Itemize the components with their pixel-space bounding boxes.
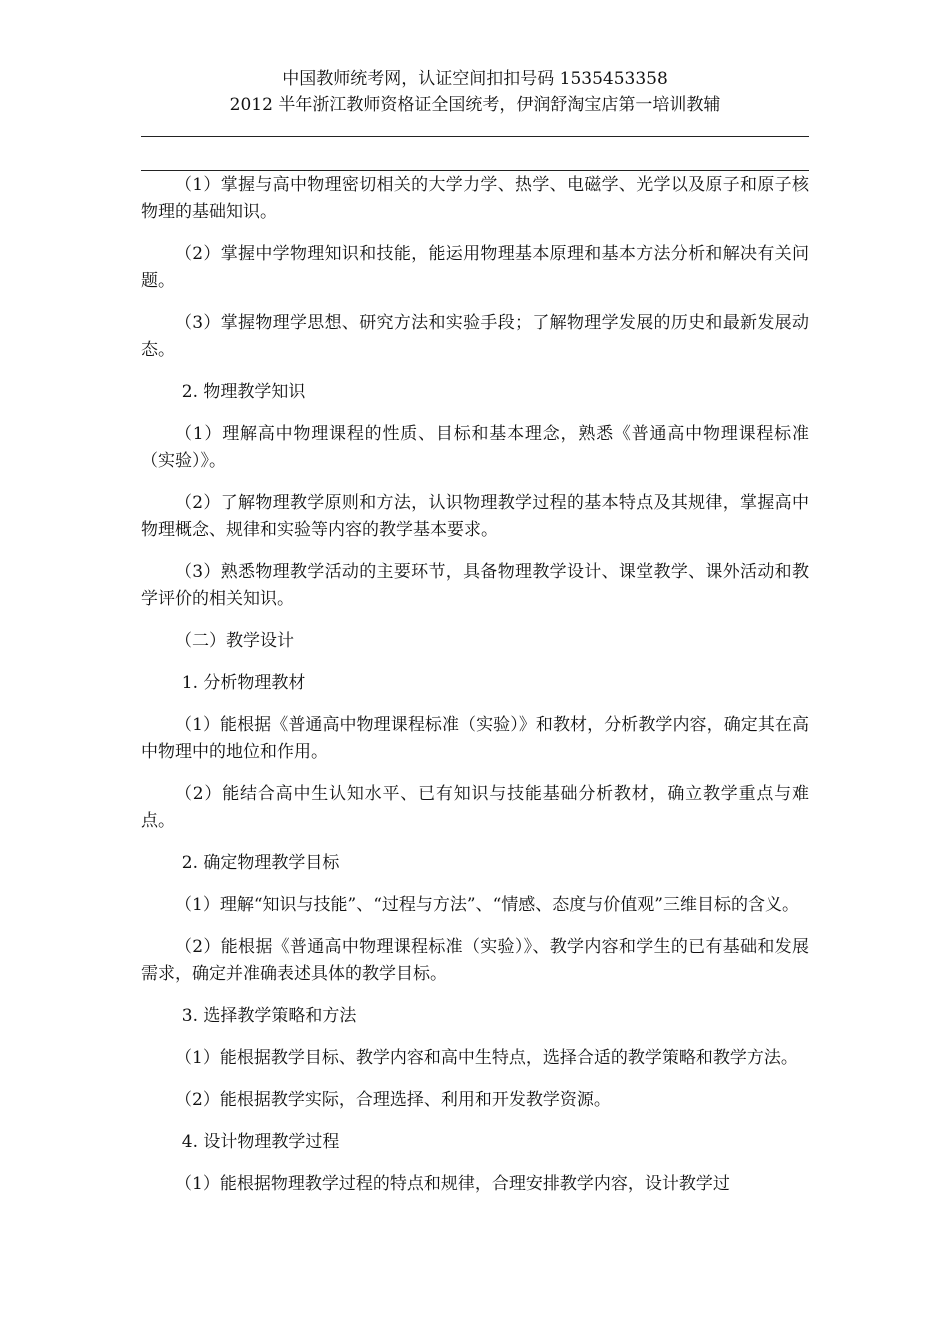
- paragraph-4-1: （1）理解“知识与技能”、“过程与方法”、“情感、态度与价值观”三维目标的含义。: [175, 895, 799, 915]
- subheading-teaching-strategies: 3. 选择教学策略和方法: [181, 1006, 357, 1026]
- subheading-analyze-materials: 1. 分析物理教材: [181, 673, 306, 693]
- paragraph-4-2: （2）能根据《普通高中物理课程标准（实验）》、教学内容和学生的已有基础和发展需求，确定并准确表述具体的教学目标。: [141, 937, 809, 984]
- paragraph-5-1: （1）能根据教学目标、教学内容和高中生特点，选择合适的教学策略和教学方法。: [175, 1048, 798, 1068]
- paragraph-2-3: （3）熟悉物理教学活动的主要环节，具备物理教学设计、课堂教学、课外活动和教学评价的相关知识。: [141, 562, 809, 609]
- paragraph-5-2: （2）能根据教学实际，合理选择、利用和开发教学资源。: [175, 1090, 611, 1110]
- paragraph-2-1: （1）理解高中物理课程的性质、目标和基本理念，熟悉《普通高中物理课程标准（实验）》。: [141, 424, 809, 471]
- section-heading-teaching-knowledge: 2. 物理教学知识: [181, 382, 306, 402]
- page-header: [141, 66, 809, 118]
- section-heading-teaching-design: （二）教学设计: [175, 631, 294, 651]
- header-divider: [141, 136, 809, 137]
- header-line-2: 2012 半年浙江教师资格证全国统考，伊润舒淘宝店第一培训教辅: [229, 95, 721, 115]
- paragraph-6-1: （1）能根据物理教学过程的特点和规律，合理安排教学内容，设计教学过: [175, 1174, 730, 1194]
- paragraph-1-3: （3）掌握物理学思想、研究方法和实验手段；了解物理学发展的历史和最新发展动态。: [141, 313, 809, 360]
- paragraph-1-2: （2）掌握中学物理知识和技能，能运用物理基本原理和基本方法分析和解决有关问题。: [141, 244, 809, 291]
- subheading-teaching-goals: 2. 确定物理教学目标: [181, 853, 340, 873]
- paragraph-3-2: （2）能结合高中生认知水平、已有知识与技能基础分析教材，确立教学重点与难点。: [141, 784, 809, 831]
- paragraph-1-1: （1）掌握与高中物理密切相关的大学力学、热学、电磁学、光学以及原子和原子核物理的基础知识。: [141, 175, 809, 222]
- subheading-teaching-process: 4. 设计物理教学过程: [181, 1132, 340, 1152]
- paragraph-3-1: （1）能根据《普通高中物理课程标准（实验）》和教材，分析教学内容，确定其在高中物理中的地位和作用。: [141, 715, 809, 762]
- paragraph-2-2: （2）了解物理教学原则和方法，认识物理教学过程的基本特点及其规律，掌握高中物理概念、规律和实验等内容的教学基本要求。: [141, 493, 809, 540]
- header-line-1: 中国教师统考网，认证空间扣扣号码 1535453358: [282, 69, 668, 89]
- document-body: [141, 172, 809, 1213]
- content-divider: [141, 170, 809, 171]
